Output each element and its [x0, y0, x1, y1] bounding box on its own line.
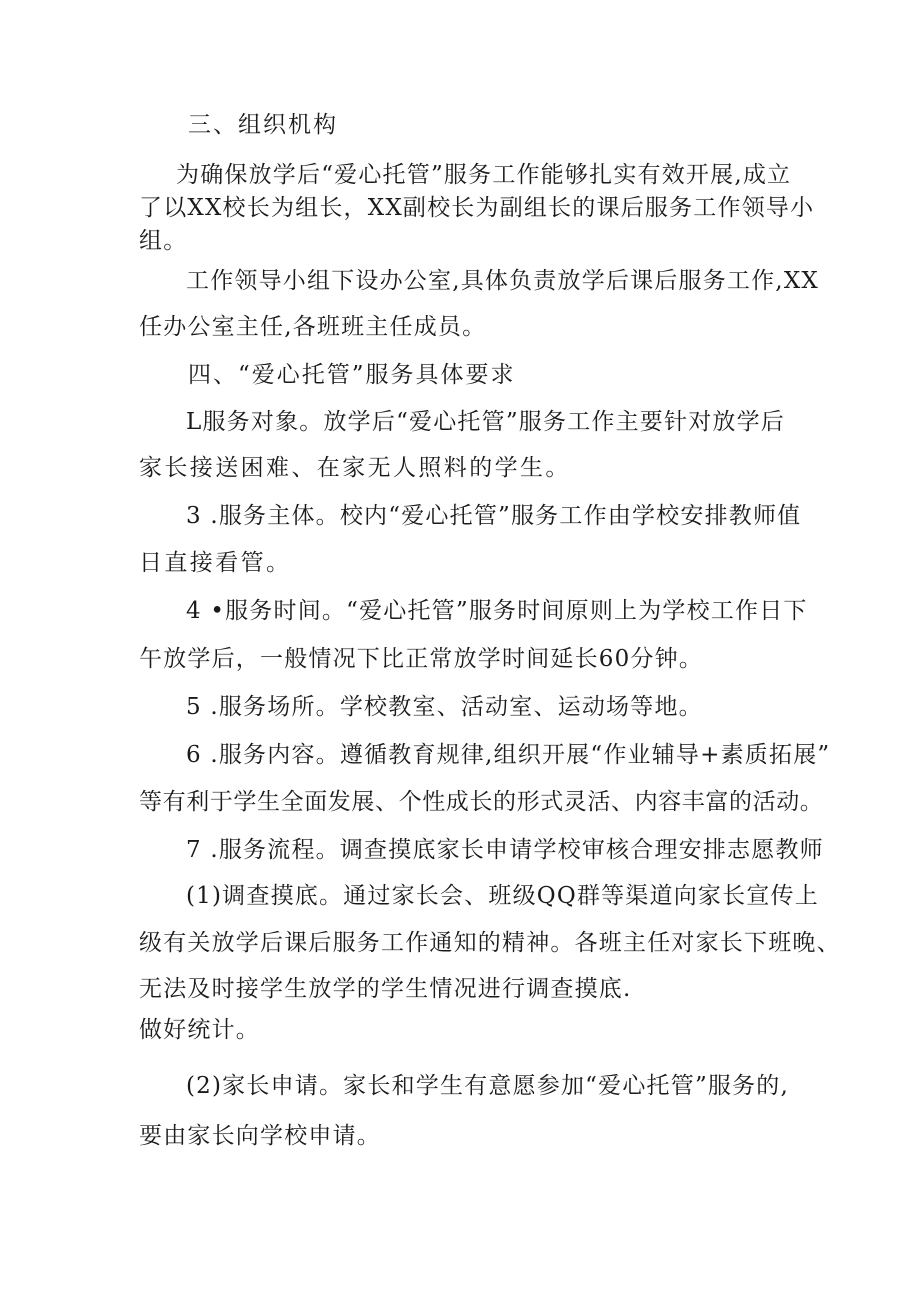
list-item: (2)家长申请。家长和学生有意愿参加“爱心托管”服务的,: [186, 1073, 790, 1099]
list-item: 7 .服务流程。调查摸底家长申请学校审核合理安排志愿教师: [186, 837, 824, 863]
section-heading-organization: 三、组织机构: [188, 112, 338, 138]
list-item: 3 .服务主体。校内“爱心托管”服务工作由学校安排教师值: [186, 503, 802, 529]
list-item: (1)调查摸底。通过家长会、班级QQ群等渠道向家长宣传上: [186, 883, 819, 909]
list-item: L服务对象。放学后“爱心托管”服务工作主要针对放学后: [186, 409, 785, 435]
paragraph-line: 日直接看管。: [139, 550, 292, 576]
section-heading-requirements: 四、“爱心托管”服务具体要求: [188, 362, 516, 388]
paragraph-line: 要由家长向学校申请。: [139, 1123, 381, 1149]
paragraph-line: 组。: [139, 228, 188, 254]
paragraph-line: 无法及时接学生放学的学生情况进行调查摸底.: [139, 976, 632, 1002]
paragraph-line: 任办公室主任,各班班主任成员。: [139, 314, 487, 340]
paragraph-line: 级有关放学后课后服务工作通知的精神。各班主任对家长下班晚、: [139, 930, 841, 956]
paragraph-line: 为确保放学后“爱心托管”服务工作能够扎实有效开展,成立: [176, 162, 792, 188]
list-item: 4 •服务时间。“爱心托管”服务时间原则上为学校工作日下: [186, 598, 808, 624]
paragraph-line: 做好统计。: [139, 1017, 260, 1043]
paragraph-line: 工作领导小组下设办公室,具体负责放学后课后服务工作,XX: [186, 268, 819, 294]
paragraph-line: 午放学后，一般情况下比正常放学时间延长60分钟。: [139, 646, 704, 672]
paragraph-line: 了以XX校长为组长，XX副校长为副组长的课后服务工作领导小: [139, 195, 815, 221]
list-item: 5 .服务场所。学校教室、活动室、运动场等地。: [186, 694, 703, 720]
paragraph-line: 等有利于学生全面发展、个性成长的形式灵活、内容丰富的活动。: [139, 789, 824, 815]
paragraph-line: 家长接送困难、在家无人照料的学生。: [139, 455, 571, 481]
list-item: 6 .服务内容。遵循教育规律,组织开展“作业辅导+素质拓展”: [186, 742, 831, 768]
